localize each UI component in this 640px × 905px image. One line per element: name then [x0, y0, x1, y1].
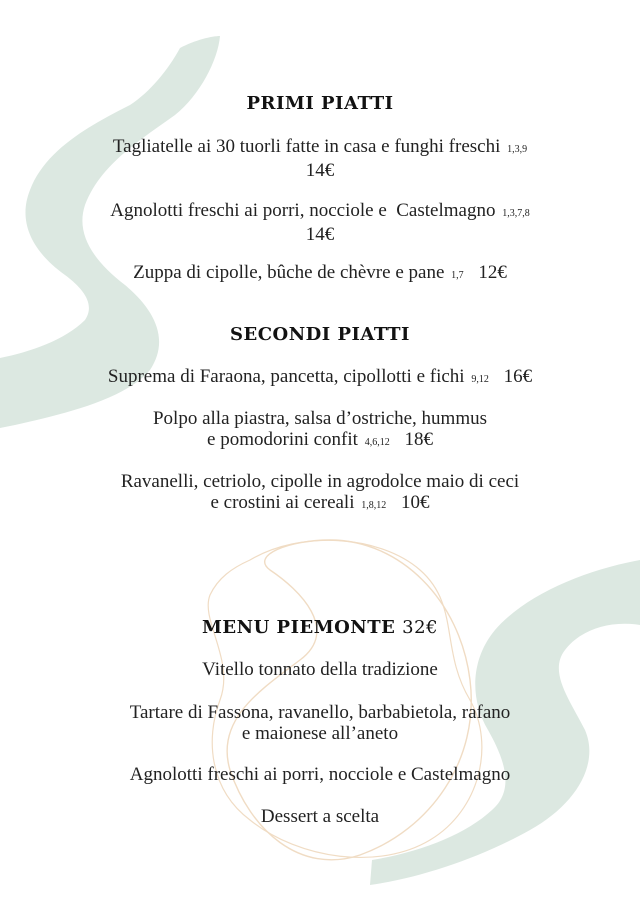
menu-item	[40, 659, 600, 680]
item-name: Zuppa di cipolle, bûche de chèvre e pane	[133, 262, 445, 283]
item-line	[40, 200, 600, 224]
item-name: Agnolotti freschi ai porri, nocciole e Castelmagno	[129, 764, 511, 785]
menu-item	[40, 471, 600, 516]
menu-item	[40, 366, 600, 390]
item-allergens: 9,12	[471, 374, 489, 385]
item-allergens: 1,7	[451, 270, 464, 281]
item-name: Tartare di Fassona, ravanello, barbabietola, rafano	[129, 702, 511, 723]
item-name-cont: e pomodorini confit	[207, 429, 358, 450]
item-allergens: 1,8,12	[361, 500, 387, 511]
item-price: 16€	[503, 366, 533, 387]
item-line	[40, 366, 600, 390]
section-title-secondi	[0, 324, 640, 345]
section-title-text: SECONDI PIATTI	[230, 324, 410, 345]
item-name-cont: e maionese all’aneto	[241, 723, 399, 744]
section-title-text: MENU PIEMONTE	[201, 617, 396, 638]
item-name: Agnolotti freschi ai porri, nocciole e Castelmagno	[110, 200, 496, 221]
section-title-primi	[0, 93, 640, 114]
item-name-cont: e crostini ai cereali	[210, 492, 355, 513]
item-name: Tagliatelle ai 30 tuorli fatte in casa e funghi freschi	[112, 136, 501, 157]
item-price: 14€	[305, 224, 335, 245]
item-name: Suprema di Faraona, pancetta, cipollotti e fichi	[107, 366, 465, 387]
item-line	[40, 429, 600, 453]
item-allergens: 1,3,9	[507, 144, 528, 155]
item-line	[40, 492, 600, 516]
menu-item	[40, 408, 600, 453]
item-line	[40, 262, 600, 286]
menu-item	[40, 806, 600, 827]
menu-item	[40, 200, 600, 245]
set-menu-price: 32€	[402, 617, 439, 638]
item-name: Ravanelli, cetriolo, cipolle in agrodolce maio di ceci	[120, 471, 520, 492]
menu-item	[40, 764, 600, 785]
section-title-text: PRIMI PIATTI	[246, 93, 394, 114]
item-name: Polpo alla piastra, salsa d’ostriche, hummus	[152, 408, 488, 429]
menu-item	[40, 702, 600, 744]
item-allergens: 1,3,7,8	[502, 208, 530, 219]
section-title-piemonte	[0, 617, 640, 638]
menu-item	[40, 136, 600, 181]
item-allergens: 4,6,12	[364, 437, 390, 448]
item-price: 12€	[478, 262, 507, 283]
item-line	[40, 136, 600, 160]
item-name: Dessert a scelta	[260, 806, 380, 827]
menu-item	[40, 262, 600, 286]
item-name: Vitello tonnato della tradizione	[202, 659, 438, 680]
item-price: 10€	[401, 492, 430, 513]
item-price: 18€	[404, 429, 433, 450]
item-price: 14€	[305, 160, 335, 181]
